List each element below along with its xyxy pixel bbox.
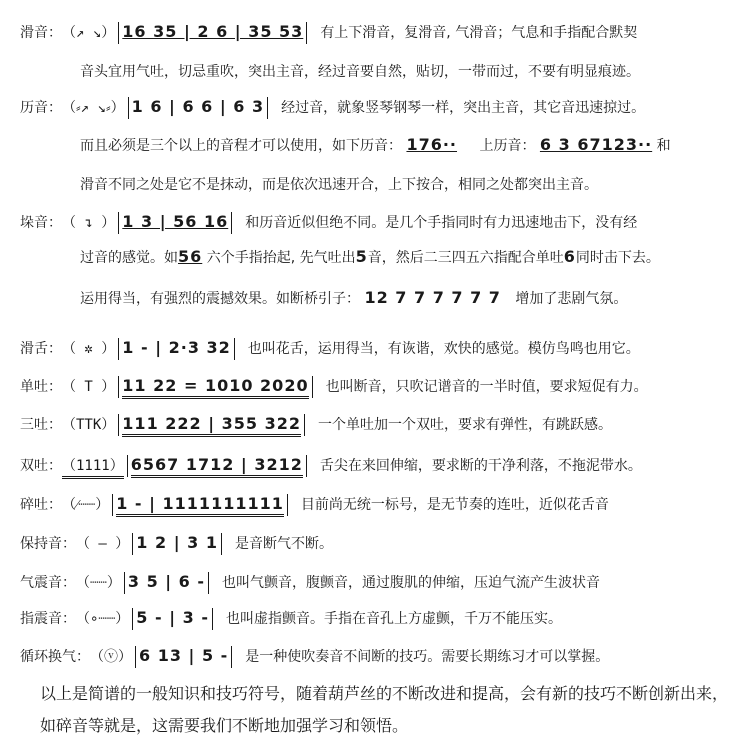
- barline: [306, 455, 307, 477]
- description: 同时击下去。: [575, 250, 660, 266]
- continuation-line: [80, 247, 660, 268]
- barline: [118, 376, 119, 398]
- row-xun-huan-huan-qi: [20, 646, 609, 668]
- technique-symbol: （ – ）: [76, 536, 130, 552]
- barline: [306, 22, 307, 44]
- description: 目前尚无统一标号，是无节奏的连吐，近似花舌音: [300, 497, 609, 513]
- description: 是一种使吹奏音不间断的技巧。需要长期练习才可以掌握。: [245, 649, 610, 665]
- continuation-line: [80, 135, 671, 156]
- term-label: 保持音：: [20, 536, 76, 552]
- label-text: 和: [656, 138, 671, 154]
- description: 六个手指抬起, 先气吐出: [206, 250, 356, 266]
- description: 也叫花舌，运用得当，有诙谐，欢快的感觉。模仿鸟鸣也用它。: [247, 341, 640, 357]
- description: 音头宜用气吐，切忌重吹，突出主音，经过音要自然，贴切，一带而过，不要有明显痕迹。: [80, 64, 640, 80]
- notation-example: 6 3 67123··: [539, 135, 653, 154]
- technique-symbol: （ ✲ ）: [62, 341, 116, 357]
- barline: [287, 494, 288, 516]
- description: 舌尖在来回伸缩，要求断的干净利落，不拖泥带水。: [319, 458, 642, 474]
- description: 也叫气颤音，腹颤音，通过腹肌的伸缩，压迫气流产生波状音: [222, 575, 601, 591]
- notation: 1 3 | 56 16: [122, 212, 229, 231]
- barline: [118, 338, 119, 360]
- label-text: 上历音：: [479, 138, 536, 154]
- description: 音，然后二三四五六指配合单吐: [367, 250, 564, 266]
- notation-example: 56: [178, 247, 203, 266]
- row-dan-tu: [20, 376, 648, 399]
- description: 而且必须是三个以上的音程才可以使用，如下历音：: [80, 138, 402, 154]
- term-label: 碎吐：: [20, 497, 62, 513]
- row-san-tu: [20, 414, 612, 437]
- technique-symbol: （↗ ↘）: [62, 25, 116, 41]
- notation-example: 5: [355, 247, 368, 266]
- description: 一个单吐加一个双吐，要求有弹性，有跳跃感。: [318, 417, 613, 433]
- technique-symbol: （ⓥ）: [90, 649, 132, 665]
- technique-symbol: （⸗↗ ↘⸗）: [62, 100, 125, 116]
- barline: [304, 414, 305, 436]
- barline: [128, 97, 129, 119]
- technique-symbol: （1111）: [62, 456, 124, 479]
- term-label: 三吐：: [20, 417, 62, 433]
- term-label: 双吐：: [20, 458, 62, 474]
- barline: [234, 338, 235, 360]
- row-shuang-tu: [20, 455, 642, 479]
- description: 也叫断音，只吹记谱音的一半时值，要求短促有力。: [325, 379, 648, 395]
- barline: [212, 608, 213, 630]
- row-hua-she: [20, 338, 640, 360]
- row-li-yin: [20, 97, 645, 119]
- notation: 1 6 | 6 6 | 6 3: [131, 97, 265, 116]
- term-label: 循环换气：: [20, 649, 90, 665]
- continuation-line: [80, 288, 627, 309]
- notation-example: 12 7 7 7 7 7 7: [364, 288, 501, 307]
- notation: 11 22 = 1010 2020: [122, 376, 308, 399]
- barline: [118, 22, 119, 44]
- notation-example: 176··: [406, 135, 458, 154]
- barline: [118, 212, 119, 234]
- closing-paragraph: 以上是简谱的一般知识和技巧符号，随着葫芦丝的不断改进和提高，会有新的技巧不断创新出来，如碎音等就是，这需要我们不断地加强学习和领悟。: [40, 684, 729, 735]
- term-label: 垛音：: [20, 215, 62, 231]
- barline: [112, 494, 113, 516]
- term-label: 历音：: [20, 100, 62, 116]
- description: 和历音近似但绝不同。是几个手指同时有力迅速地击下，没有经: [245, 215, 638, 231]
- description: 也叫虚指颤音。手指在音孔上方虚颤，千万不能压实。: [225, 611, 562, 627]
- barline: [118, 414, 119, 436]
- continuation-line: [80, 62, 640, 82]
- description: 是音断气不断。: [234, 536, 333, 552]
- row-zhi-zhen-yin: [20, 608, 562, 630]
- notation: 1 2 | 3 1: [136, 533, 218, 552]
- notation: 6 13 | 5 -: [139, 646, 229, 665]
- notation: 3 5 | 6 -: [127, 572, 206, 591]
- row-bao-chi-yin: [20, 533, 333, 555]
- notation: 1 - | 1111111111: [116, 494, 284, 517]
- barline: [124, 572, 125, 594]
- description: 过音的感觉。如: [80, 250, 178, 266]
- term-label: 指震音：: [20, 611, 76, 627]
- row-sui-tu: [20, 494, 609, 517]
- barline: [132, 608, 133, 630]
- row-qi-zhen-yin: [20, 572, 600, 594]
- description: 增加了悲剧气氛。: [515, 291, 628, 307]
- technique-symbol: （⁄┈┈）: [62, 497, 110, 513]
- barline: [127, 455, 128, 477]
- term-label: 滑舌：: [20, 341, 62, 357]
- technique-symbol: （┈┈）: [76, 575, 121, 591]
- barline: [267, 97, 268, 119]
- notation: 6567 1712 | 3212: [131, 455, 303, 478]
- barline: [312, 376, 313, 398]
- description: 经过音，就象竖琴钢琴一样，突出主音，其它音迅速掠过。: [281, 100, 646, 116]
- barline: [135, 646, 136, 668]
- description: 滑音不同之处是它不是抹动，而是依次迅速开合，上下按合，相同之处都突出主音。: [80, 177, 598, 193]
- term-label: 单吐：: [20, 379, 62, 395]
- barline: [132, 533, 133, 555]
- technique-symbol: （ T ）: [62, 379, 116, 395]
- notation: 16 35 | 2 6 | 35 53: [122, 22, 304, 41]
- term-label: 气震音：: [20, 575, 76, 591]
- term-label: 滑音：: [20, 25, 62, 41]
- barline: [231, 646, 232, 668]
- continuation-line: [80, 175, 598, 195]
- row-duo-yin: [20, 212, 637, 234]
- notation: 5 - | 3 -: [136, 608, 209, 627]
- row-hua-yin: [20, 22, 637, 44]
- notation: 111 222 | 355 322: [122, 414, 301, 437]
- notation: 1 - | 2·3 32: [122, 338, 231, 357]
- description: 运用得当，有强烈的震撼效果。如断桥引子：: [80, 291, 360, 307]
- technique-symbol: （TTK）: [62, 417, 116, 433]
- barline: [231, 212, 232, 234]
- notation-example: 6: [563, 247, 576, 266]
- description: 有上下滑音，复滑音, 气滑音；气息和手指配合默契: [320, 25, 638, 41]
- technique-symbol: （ ↴ ）: [62, 215, 116, 231]
- barline: [208, 572, 209, 594]
- barline: [221, 533, 222, 555]
- technique-symbol: （∘┈┈）: [76, 611, 130, 627]
